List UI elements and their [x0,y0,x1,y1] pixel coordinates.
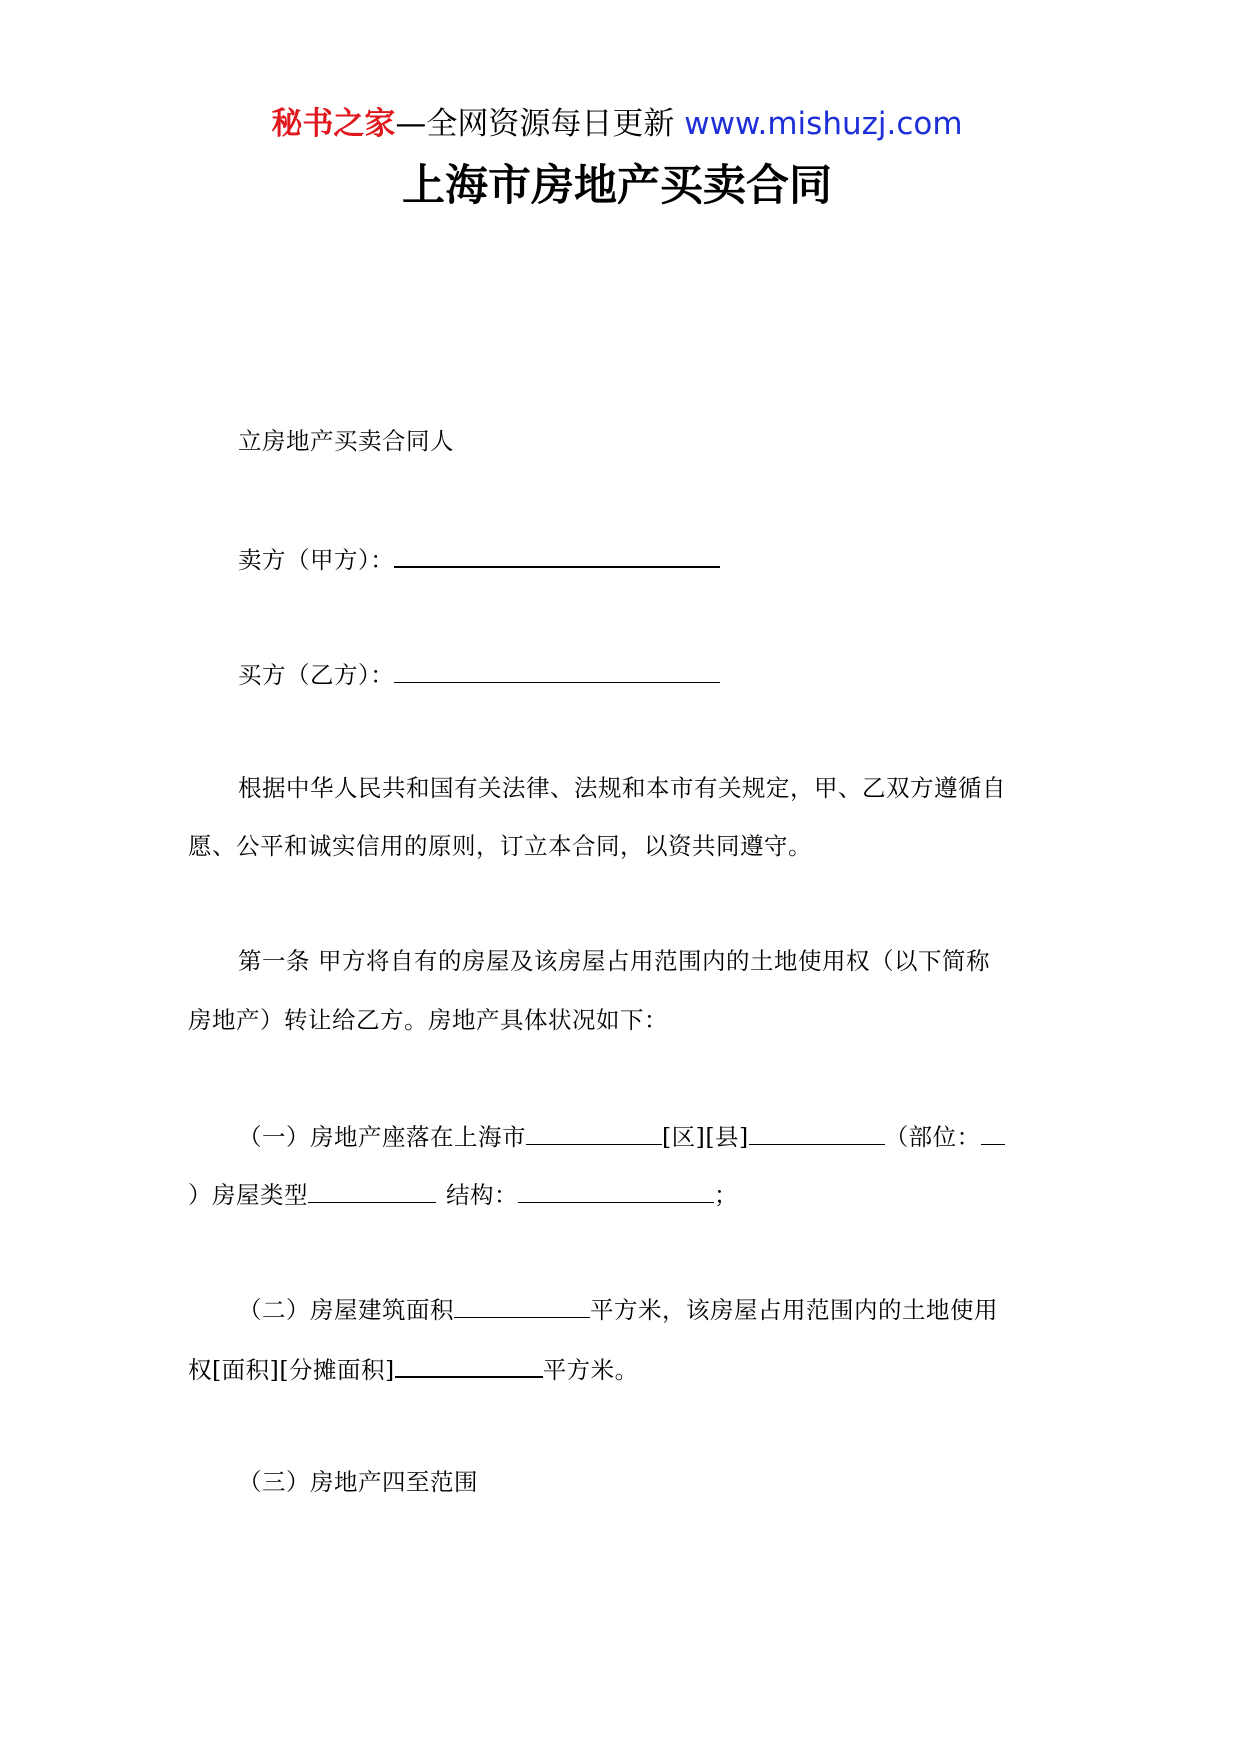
article1-line-1: 第一条 甲方将自有的房屋及该房屋占用范围内的土地使用权（以下简称 [238,947,990,975]
floor-area-label: （二）房屋建筑面积 [238,1296,454,1324]
site-url-link[interactable]: www.mishuzj.com [684,106,963,142]
district-county-label: [区][县] [662,1123,749,1151]
house-type-blank[interactable] [308,1176,436,1203]
house-type-label: ）房屋类型 [188,1181,308,1209]
seller-label: 卖方（甲方）： [238,546,395,574]
floor-area-unit: 平方米，该房屋占用范围内的土地使用 [590,1296,998,1324]
floor-area-blank[interactable] [454,1291,590,1318]
preamble-line-2: 愿、公平和诚实信用的原则，订立本合同，以资共同遵守。 [188,832,812,860]
preamble-line-1: 根据中华人民共和国有关法律、法规和本市有关规定，甲、乙双方遵循自 [238,774,1006,802]
buyer-line [238,656,720,692]
site-header [0,102,1234,146]
structure-blank[interactable] [518,1176,714,1203]
item1-end: ； [714,1181,738,1209]
land-area-unit: 平方米。 [542,1356,639,1384]
city-district-blank[interactable] [526,1118,662,1145]
seller-blank[interactable] [394,540,720,568]
item1-location-label: （一）房地产座落在上海市 [238,1123,526,1151]
parties-intro: 立房地产买卖合同人 [238,427,454,455]
article1-line-2: 房地产）转让给乙方。房地产具体状况如下： [188,1006,668,1034]
item2-line-1 [238,1291,998,1327]
brand-name: 秘书之家 [271,106,396,142]
position-label: （部位： [884,1123,981,1151]
land-area-label: 权[面积][分摊面积] [188,1356,395,1384]
address-blank[interactable] [749,1118,885,1145]
item1-line-2 [188,1176,738,1212]
site-slogan: —全网资源每日更新 [395,106,675,142]
structure-label: 结构： [446,1181,518,1209]
item3-boundaries: （三）房地产四至范围 [238,1468,478,1496]
position-blank[interactable] [981,1118,1005,1145]
buyer-label: 买方（乙方）： [238,661,395,689]
document-title: 上海市房地产买卖合同 [402,161,832,211]
land-area-blank[interactable] [395,1350,543,1378]
item1-line-1 [238,1118,1005,1154]
item2-line-2 [188,1350,639,1387]
seller-line [238,540,720,577]
buyer-blank[interactable] [394,656,720,683]
